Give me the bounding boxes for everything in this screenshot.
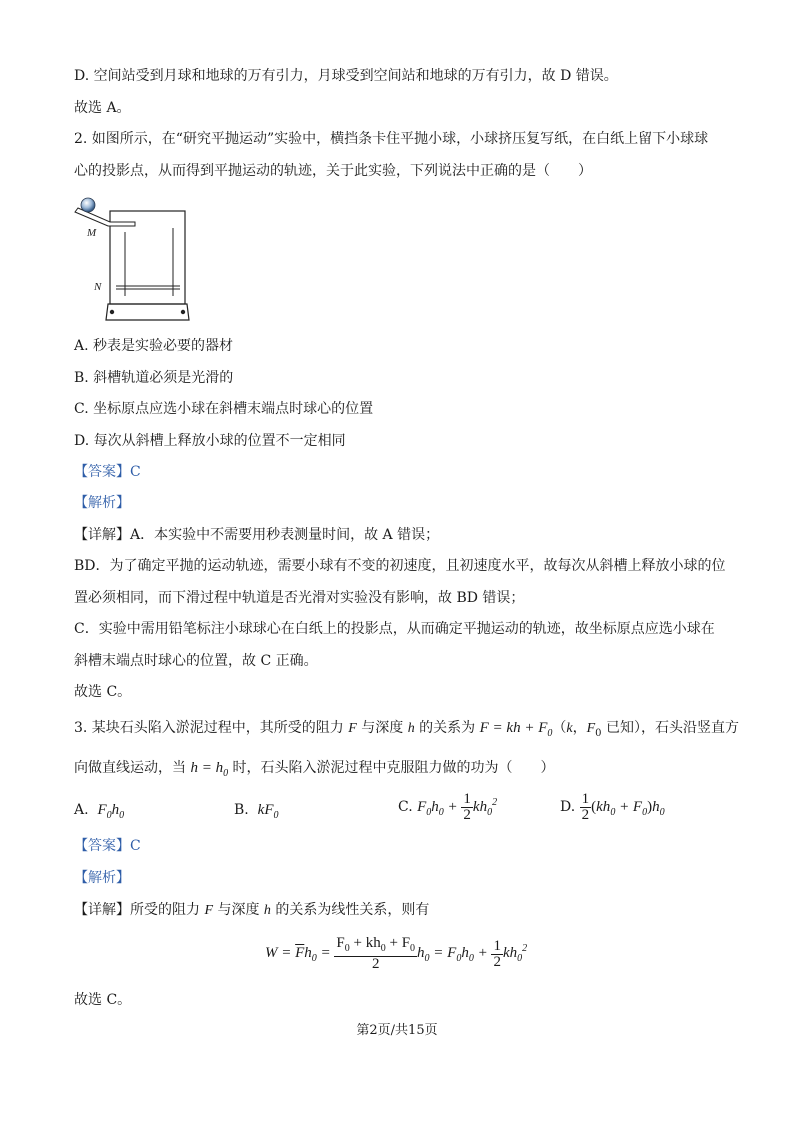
q3-stem-line1: 3. 某块石头陷入淤泥过程中，其所受的阻力 F 与深度 h 的关系为 F = kh + $F_0(k$，$F_0$ 已知），石头沿竖直方	[74, 720, 739, 739]
label-n: N	[94, 281, 102, 293]
base-screw-left	[110, 310, 114, 314]
q2-stem-line2: 心的投影点，从而得到平抛运动的轨迹，关于此实验，下列说法中正确的是（ ）	[74, 163, 592, 179]
q2-detail-1: 【详解】A．本实验中不需要用秒表测量时间，故 A 错误；	[74, 527, 440, 543]
q1-option-d: D. 空间站受到月球和地球的万有引力，月球受到空间站和地球的万有引力，故 D 错误。	[74, 68, 618, 84]
q2-analysis-heading: 【解析】	[74, 495, 130, 511]
base	[106, 304, 189, 320]
q3-answer: 【答案】C	[74, 838, 141, 854]
q2-option-a: A. 秒表是实验必要的器材	[74, 338, 234, 354]
q3-analysis-heading: 【解析】	[74, 870, 130, 886]
q1-choice: 故选 A。	[74, 100, 131, 116]
q2-detail-3a: C．实验中需用铅笔标注小球球心在白纸上的投影点，从而确定平抛运动的轨迹，故坐标原点应选小球在	[74, 621, 715, 637]
q2-detail-3b: 斜槽末端点时球心的位置，故 C 正确。	[74, 653, 318, 669]
base-screw-right	[181, 310, 185, 314]
q2-option-c: C. 坐标原点应选小球在斜槽末端点时球心的位置	[74, 401, 374, 417]
q3-stem-line2: 向做直线运动，当 $h = h_0$ 时，石头陷入淤泥过程中克服阻力做的功为（ ）	[74, 760, 555, 779]
q3-condition: $h = h_0$	[190, 760, 229, 779]
q2-option-b: B. 斜槽轨道必须是光滑的	[74, 370, 234, 386]
q2-answer: 【答案】C	[74, 464, 141, 480]
q3-detail: 【详解】所受的阻力 F 与深度 h 的关系为线性关系，则有	[74, 902, 430, 918]
q2-choice: 故选 C。	[74, 684, 132, 700]
q2-detail-2a: BD．为了确定平抛的运动轨迹，需要小球有不变的初速度，且初速度水平，故每次从斜槽上释放小球的位	[74, 558, 726, 574]
q2-stem-line1: 2. 如图所示，在“研究平抛运动”实验中，横挡条卡住平抛小球，小球挤压复写纸，在白纸上留下小球球	[74, 131, 709, 147]
projectile-apparatus-figure	[70, 192, 200, 327]
q3-relation: F = kh + $F_0$	[479, 720, 553, 739]
label-m: M	[87, 227, 97, 239]
q2-option-d: D. 每次从斜槽上释放小球的位置不一定相同	[74, 433, 346, 449]
q3-option-b: B. $kF_0$	[234, 802, 279, 821]
q3-option-c: C. $F_0h_0$ + $\frac{1}{2}$ $kh_0^2$	[398, 791, 498, 823]
page-footer: 第2页/共15页	[356, 1023, 438, 1038]
q2-detail-2b: 置必须相同，而下滑过程中轨道是否光滑对实验没有影响，故 BD 错误；	[74, 590, 525, 606]
q3-option-a: A. $F_0h_0$	[74, 802, 125, 821]
q3-choice: 故选 C。	[74, 992, 132, 1008]
q3-option-d: D. $\frac{1}{2}$ $(kh_0 + F_0)h_0$	[560, 791, 665, 823]
ball	[81, 198, 95, 212]
q3-work-equation: $W = \overline{F}h_0$ = $\frac{F_0 + kh_0 + F_0}{2}$ $h_0 = F_0h_0$ + $\frac{1}{2}$ $kh_0^2$	[265, 935, 528, 972]
